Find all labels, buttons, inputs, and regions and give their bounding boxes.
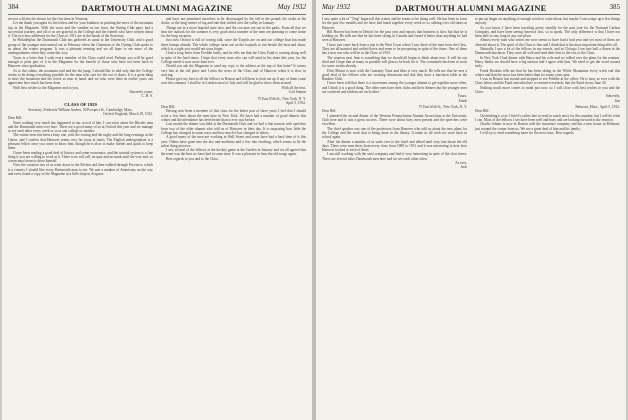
body-paragraph: and have not permitted ourselves to be discouraged by the fall in the pound, the strike at the docks, or the long winter of fog and rain that settled over the valley in January.: [161, 17, 306, 26]
body-paragraph: Yours is a letter that I wish every member of the Class could read. Perhaps you will be good enough to print part of it in the Magazine for the benefit of those who have not been back to Hanover since graduation.: [8, 55, 153, 69]
magazine-title: DARTMOUTH ALUMNI MAGAZINE: [395, 3, 547, 13]
body-paragraph: The reunion next June is something that we should all begin to think about now. It will be our third and I hope that as many as possible will plan to be back for it. The committee has been at work for some weeks already.: [322, 55, 467, 69]
body-paragraph: Charlie Adams is now in Boston with the insurance company and has a new house in Belmont, just around the corner from us. We see a great deal of him and his family.: [475, 122, 620, 131]
magazine-title: DARTMOUTH ALUMNI MAGAZINE: [81, 3, 233, 13]
header-rule: [8, 14, 306, 15]
body-paragraph: Over the vacation two of us went down to the Riviera and then walked through Provence, which is a country I should like every Dartmouth man to see. We met a number of Americans on the way and even found a copy of the Magazine in a little shop in Avignon.: [8, 163, 153, 177]
body-paragraph: Dear Bill:: [475, 109, 490, 114]
body-paragraph: Almost every man who writes me now seems to have had a bad year and yet most of them are cheerful about it. The spirit of the Class is fine and I think that is the most important thing after all.: [475, 38, 620, 47]
class-heading: CLASS OF 1929: [64, 101, 97, 107]
issue-date: May 1932: [322, 3, 351, 11]
body-paragraph: I saw quite a lot of "Ting" Ingersoll this winter and he seems to be doing well. He has been in town for the past few months and we have had lunch together every week or so, talking over old times at Hanover.: [322, 17, 467, 30]
page-number: 384: [8, 3, 19, 11]
body-paragraph: After the dinner a number of us went over to the hotel and talked until very late about the old days. There were men there from every class from 1890 to 1931 and it was interesting to hear how Hanover looked to each of them.: [322, 139, 467, 153]
body-paragraph: I have been reading a good deal of history and some economics, and the tutorial system is a fine thing if you are willing to work at it. There is no roll call, no quiz and no mark until the very end, so a man must learn to drive himself.: [8, 150, 153, 164]
body-paragraph: Dear Bill:: [322, 109, 337, 114]
body-paragraph: Last month the dinner was held at the Dartmouth Club and we had a fine turnout with speeches from two of the older alumni who told us of Hanover in their day. It is surprising how little the College has changed in some ways and how much it has changed in others.: [161, 122, 306, 135]
letter-signature: Belmont, Mass., April 5, 1932.: [575, 105, 620, 110]
text-column: [161, 17, 306, 417]
letter-signature: Sincerely yours,: [129, 90, 153, 95]
body-paragraph: I had a long letter from Freddie lately, and he tells me that the Class Fund is coming along well in spite of the hard times. I hope that every man who can will send in his share this year, for the College needs it now more than ever.: [161, 51, 306, 64]
letter-signature: Jack: [460, 165, 467, 170]
body-paragraph: As to the cabins, the mountain trail and the ski jump, I should like to add only that the College seems to be doing everything possible for the men who care for the out of doors. It is a great thing to have the mountain and the forest so near at hand, and we who were there in earlier years can appreciate how much has been done.: [8, 68, 153, 86]
body-paragraph: I have just come back from a trip to the West Coast where I saw three of the men from the Class. They are all married and settled down and seem to be prospering in spite of the times. One of them has a new son who will be in the Class of 1953.: [322, 42, 467, 56]
letter-signature: Oxford, England, March 18, 1932.: [103, 111, 153, 116]
body-paragraph: Best regards to you and to the Class.: [166, 156, 219, 161]
right-page: [316, 0, 626, 420]
letter-signature: 75 East 65th St., New York, N. Y.: [257, 96, 306, 101]
body-paragraph: I was in Boston last month and stopped to see Freddie at the office. He is busy as ever with the Class letters and the Fund and asked me to remind everybody that the Fund closes June 30.: [475, 77, 620, 86]
body-paragraph: I am still working with the steel company and find it very interesting in spite of the slow times. There are several other Dartmouth men here and we see each other often.: [322, 152, 467, 161]
section-gap: [8, 99, 153, 101]
body-paragraph: Naturally I saw a lot of the fellows in my travels, and in Chicago I ran into half a dozen at the Dartmouth luncheon. They were all well and send their best to the rest of the Class.: [475, 47, 620, 56]
page-number: 385: [609, 3, 620, 11]
body-paragraph: Dear Bill:: [161, 105, 176, 110]
body-paragraph: In New York I had dinner with Harry and his wife and we talked over the plans for the reunion. Harry thinks we should have a big turnout and I agree with him. We need to get the word around early.: [475, 55, 620, 69]
body-paragraph: I will try to send something more for the next issue. Best regards.: [480, 130, 575, 135]
body-paragraph: Dear Bill:: [8, 116, 23, 121]
body-paragraph: to put up finger on anything of enough worth to write about, but maybe I can scrape up a few things anyway.: [475, 17, 620, 26]
header-rule: [322, 14, 620, 15]
body-paragraph: I have been told that there is a movement among the younger alumni to get together more often, and I think it is a good thing. The older men have their clubs and their dinners but the younger ones are scattered and seldom see each other.: [322, 81, 467, 95]
text-column: [8, 17, 153, 417]
body-paragraph: Bill Hoover has been in Detroit for the past year and reports that business is slow but that he is holding on. He tells me that he has been skiing in Canada and found it better than anything he had seen at Hanover.: [322, 29, 467, 43]
right-page-header: [322, 3, 620, 14]
body-paragraph: I attended the second dinner of the Western Pennsylvania Alumni Association at the University Club here and it was a great success. There were about forty men present and the speeches were excellent.: [322, 113, 467, 127]
body-paragraph: As you know, I have been traveling pretty steadily for the past year for the National Carbon Company, and have been seeing America first, so to speak. The only difference is that I have not been able to stay long in any one place.: [475, 25, 620, 39]
body-paragraph: Having now been a member of this class for the better part of three years I feel that I should write a few lines about the men here in New York. We have had a number of good dinners this winter and the attendance has been better than it ever was before.: [161, 109, 306, 123]
left-page: [2, 0, 312, 420]
issue-date: May 1932: [277, 3, 306, 11]
body-paragraph: Things are in a more hopeful state now, and the crocuses are out in the parks. From all that we hear the outlook for the summer is very good and a number of the men are planning to come home for the long vacation.: [161, 25, 306, 39]
body-paragraph: Dick Mason is now with the Guaranty Trust and likes it very much. He tells me that he sees a good deal of the fellows who are working downtown and that they have a luncheon table at the Bankers Club.: [322, 68, 467, 82]
letter-signature: C. H. S.: [141, 94, 153, 99]
body-paragraph: Just now Oxford is full of rowing talk, since the Torpids are on and our college boat has made three bumps already. The whole college turns out on the towpath to run beside the boat and shout, which is a sight you would not soon forget.: [161, 38, 306, 52]
text-column: [475, 17, 620, 417]
left-page-header: [8, 3, 306, 14]
body-paragraph: Would you ask the Magazine to send my copy to the address at the top of this letter? It comes very late at the old place and I miss the news of the Class and of Hanover when it is slow in arriving.: [161, 64, 306, 77]
body-paragraph: A good many of the men are working in Wall Street and some have had a hard time of it this year. Others have gone into the law and medicine and a few into teaching, which seems to be the safest thing just now.: [161, 135, 306, 148]
body-paragraph: I saw several of the fellows at the hockey game at the Garden in January and we all agreed that the team was the best we have had in some time. It was a pleasure to hear the old songs again.: [161, 148, 306, 157]
body-paragraph: With best wishes to the Magazine and to you,: [13, 85, 79, 90]
letter-signature: 75 East 65th St., New York, N. Y.: [418, 105, 467, 110]
letter-signature: Jim: [614, 98, 620, 103]
body-paragraph: Let me thank you again for the letters and for your kindness in printing the news of the mountain trip in the Magazine. With the snow and the weather in our favor the Outing Club party had a successful journey, and all of us are grateful to the College and the friends who have written about it. The two new addresses for the Class of 1911 are in the hands of the Secretary.: [8, 21, 153, 39]
letter-signature: April 3, 1932.: [285, 100, 306, 105]
body-paragraph: Since nothing very much has happened to our crowd of late, I can write about the Rhodes men and the Dartmouth men over here. There are a good many of us at Oxford this year and we manage to see each other every week or so at one college or another.: [8, 120, 153, 134]
body-paragraph: Please give my best to all the fellows in Boston and tell them to look me up if any of them come over this summer. I shall be in London most of July and will be glad to show them around.: [161, 77, 306, 86]
letter-signature: As ever,: [455, 160, 467, 165]
body-paragraph: service will also be shown for the first time in Vermont.: [8, 17, 89, 21]
letter-signature: Frank: [458, 98, 467, 103]
body-paragraph: On thinking it over I find it's rather late to send in much news for this number, but I will do what I can. Most of the fellows I see have been well and busy and are looking forward to the reunion.: [475, 113, 620, 123]
body-paragraph: Frank Hoskins tells me that he has been skiing in the White Mountains every week end this winter and that the snow has been better than for many years past.: [475, 68, 620, 77]
body-paragraph: Nothing much more comes to mind just now, so I will close with best wishes to you and the Class.: [475, 85, 620, 95]
class-secretary-line: Secretary, Frederick William Andres, 30 Prospect St., Cambridge, Mass.: [28, 107, 133, 112]
body-paragraph: In Philadelphia the Dartmouth Club has gathered as usual at the University Club, and a good group of the younger men turned out in February when the Chairman of the Outing Club spoke to us about the winter program. It was a pleasant evening and we all hope to see more of the undergraduates when they come this way.: [8, 38, 153, 56]
letter-signature: Yours,: [457, 94, 467, 99]
letter-signature: With all the best,: [281, 85, 306, 90]
body-paragraph: The chief speaker was one of the professors from Hanover who told us about the new plans for the College and the work that is being done in the library. It made us all wish we were back in school again.: [322, 126, 467, 140]
letter-signature: Carl Stamm: [288, 90, 306, 95]
body-paragraph: The winter term has been a busy one, with the rowing and the rugby and the long evenings at the Union, and I confess that Hanover seems very far away at times. The English undergraduate is a pleasant fellow once you come to know him, though he is slow to make friends and quick to keep them.: [8, 133, 153, 151]
letter-signature: Sincerely,: [605, 94, 620, 99]
text-column: [322, 17, 467, 417]
